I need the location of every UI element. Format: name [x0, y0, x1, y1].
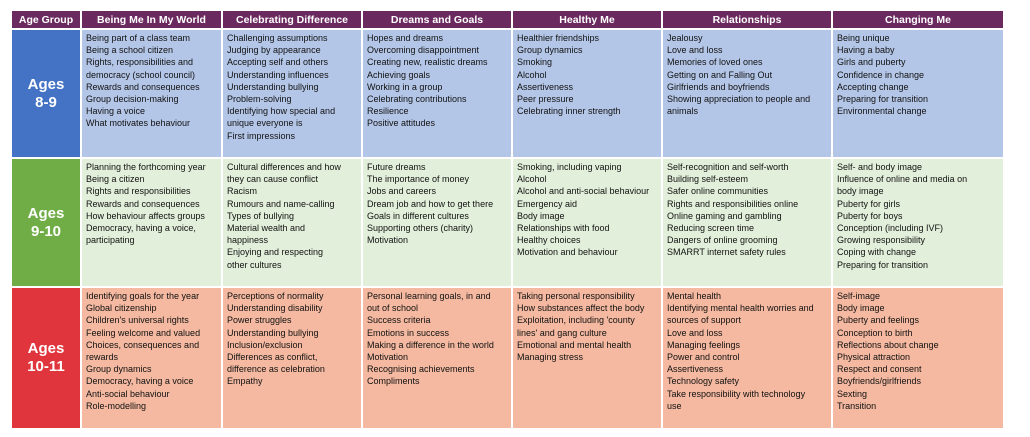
- list-item: Preparing for transition: [837, 94, 929, 105]
- list-item: Growing responsibility: [837, 235, 926, 246]
- list-item: Accepting self and others: [227, 57, 329, 68]
- list-item: Influence of online and media on: [837, 174, 968, 185]
- list-item: Puberty and feelings: [837, 315, 920, 326]
- list-item: Jealousy: [667, 33, 703, 43]
- list-item: Body image: [837, 303, 885, 314]
- list-item: Challenging assumptions: [227, 33, 328, 43]
- list-item: Mental health: [667, 291, 722, 301]
- list-item: participating: [86, 235, 135, 246]
- list-item: Coping with change: [837, 247, 917, 258]
- list-item: Boyfriends/girlfriends: [837, 376, 922, 387]
- cell-8-9-healthy-me: [513, 30, 661, 159]
- list-item: Rewards and consequences: [86, 198, 200, 209]
- list-item: Puberty for girls: [837, 198, 901, 209]
- list-item: Working in a group: [367, 81, 443, 92]
- list-item: Identifying how special and: [227, 106, 336, 117]
- list-item: Being a citizen: [86, 174, 145, 185]
- list-item: Power and control: [667, 352, 740, 363]
- cell-8-9-relationships: [663, 30, 831, 159]
- list-item: Motivation and behaviour: [517, 247, 618, 258]
- list-item: Sexting: [837, 388, 868, 399]
- list-item: Role-modelling: [86, 400, 147, 411]
- list-item: Supporting others (charity): [367, 223, 474, 234]
- list-item: Confidence in change: [837, 69, 925, 80]
- list-item: Racism: [227, 186, 258, 197]
- list-item: Anti-social behaviour: [86, 388, 170, 399]
- list-item: use: [667, 400, 682, 411]
- list-item: Differences as conflict,: [227, 352, 318, 363]
- row-ages-8-9: [12, 30, 1003, 159]
- list-item: Achieving goals: [367, 69, 431, 80]
- cell-8-9-celebrating-difference: [223, 30, 361, 159]
- list-item: Understanding bullying: [227, 81, 319, 92]
- list-item: Smoking: [517, 57, 553, 68]
- list-item: Personal learning goals, in and: [367, 291, 491, 301]
- list-item: Getting on and Falling Out: [667, 69, 773, 80]
- list-item: rewards: [86, 352, 119, 363]
- cell-9-10-dreams-goals: [363, 159, 511, 288]
- list-item: Take responsibility with technology: [667, 388, 806, 399]
- list-item: Power struggles: [227, 315, 292, 326]
- list-item: Rumours and name-calling: [227, 198, 335, 209]
- list-item: Alcohol and anti-social behaviour: [517, 186, 650, 197]
- list-item: Showing appreciation to people and: [667, 94, 811, 105]
- list-item: Reducing screen time: [667, 223, 755, 234]
- list-item: Understanding influences: [227, 69, 329, 80]
- list-item: Managing feelings: [667, 339, 741, 350]
- list-item: Group decision-making: [86, 94, 179, 105]
- list-item: Preparing for transition: [837, 259, 929, 270]
- list-item: Healthy choices: [517, 235, 581, 246]
- list-item: Motivation: [367, 235, 409, 246]
- list-item: Conception (including IVF): [837, 223, 944, 234]
- list-item: Choices, consequences and: [86, 339, 200, 350]
- list-item: Group dynamics: [517, 45, 583, 56]
- list-item: Being unique: [837, 33, 890, 43]
- list-item: Democracy, having a voice: [86, 376, 194, 387]
- age-label-9-10: Ages 9-10: [12, 159, 80, 288]
- header-relationships: Relationships: [663, 11, 831, 30]
- list-item: Love and loss: [667, 327, 723, 338]
- list-item: Motivation: [367, 352, 409, 363]
- list-item: The importance of money: [367, 174, 470, 185]
- list-item: Body image: [517, 210, 565, 221]
- list-item: other cultures: [227, 259, 282, 270]
- list-item: Safer online communities: [667, 186, 769, 197]
- header-being-me: Being Me In My World: [82, 11, 221, 30]
- list-item: Democracy, having a voice,: [86, 223, 196, 234]
- list-item: sources of support: [667, 315, 742, 326]
- row-ages-10-11: [12, 288, 1003, 430]
- list-item: Reflections about change: [837, 339, 939, 350]
- list-item: Empathy: [227, 376, 263, 387]
- list-item: Enjoying and respecting: [227, 247, 324, 258]
- list-item: Alcohol: [517, 174, 547, 185]
- list-item: difference as celebration: [227, 364, 325, 375]
- list-item: Relationships with food: [517, 223, 610, 234]
- header-celebrating-difference: Celebrating Difference: [223, 11, 361, 30]
- cell-8-9-being-me: [82, 30, 221, 159]
- cell-10-11-relationships: [663, 288, 831, 430]
- cell-9-10-changing-me: [833, 159, 1003, 288]
- list-item: Feeling welcome and valued: [86, 327, 201, 338]
- list-item: Assertiveness: [517, 81, 574, 92]
- list-item: SMARRT internet safety rules: [667, 247, 786, 258]
- list-item: Managing stress: [517, 352, 584, 363]
- list-item: Environmental change: [837, 106, 927, 117]
- age-label-8-9: Ages 8-9: [12, 30, 80, 159]
- list-item: Having a voice: [86, 106, 146, 117]
- list-item: Love and loss: [667, 45, 723, 56]
- list-item: Self-recognition and self-worth: [667, 162, 789, 172]
- list-item: Exploitation, including 'county: [517, 315, 635, 326]
- list-item: Smoking, including vaping: [517, 162, 622, 172]
- header-dreams-goals: Dreams and Goals: [363, 11, 511, 30]
- row-ages-9-10: [12, 159, 1003, 288]
- list-item: Self-image: [837, 291, 881, 301]
- header-healthy-me: Healthy Me: [513, 11, 661, 30]
- header-changing-me: Changing Me: [833, 11, 1003, 30]
- list-item: democracy (school council): [86, 69, 196, 80]
- list-item: Alcohol: [517, 69, 547, 80]
- list-item: Emotions in success: [367, 327, 450, 338]
- list-item: Being a school citizen: [86, 45, 174, 56]
- list-item: Global citizenship: [86, 303, 157, 314]
- list-item: body image: [837, 186, 884, 197]
- age-label-10-11: Ages 10-11: [12, 288, 80, 430]
- list-item: Creating new, realistic dreams: [367, 57, 488, 68]
- list-item: animals: [667, 106, 699, 117]
- list-item: Being part of a class team: [86, 33, 191, 43]
- list-item: Future dreams: [367, 162, 426, 172]
- list-item: How behaviour affects groups: [86, 210, 205, 221]
- list-item: Material wealth and: [227, 223, 306, 234]
- list-item: Self- and body image: [837, 162, 923, 172]
- cell-10-11-celebrating-difference: [223, 288, 361, 430]
- list-item: happiness: [227, 235, 269, 246]
- cell-9-10-celebrating-difference: [223, 159, 361, 288]
- list-item: Taking personal responsibility: [517, 291, 635, 301]
- list-item: lines' and gang culture: [517, 327, 607, 338]
- list-item: Rights and responsibilities online: [667, 198, 799, 209]
- list-item: Cultural differences and how: [227, 162, 341, 172]
- cell-8-9-changing-me: [833, 30, 1003, 159]
- list-item: Planning the forthcoming year: [86, 162, 206, 172]
- list-item: How substances affect the body: [517, 303, 645, 314]
- list-item: What motivates behaviour: [86, 118, 191, 129]
- list-item: Online gaming and gambling: [667, 210, 782, 221]
- list-item: Rewards and consequences: [86, 81, 200, 92]
- list-item: Girls and puberty: [837, 57, 906, 68]
- list-item: Having a baby: [837, 45, 895, 56]
- list-item: Hopes and dreams: [367, 33, 444, 43]
- cell-10-11-being-me: [82, 288, 221, 430]
- header-row: [12, 11, 1003, 30]
- header-age-group: Age Group: [12, 11, 80, 30]
- list-item: Peer pressure: [517, 94, 574, 105]
- list-item: Celebrating contributions: [367, 94, 467, 105]
- list-item: Success criteria: [367, 315, 431, 326]
- list-item: Girlfriends and boyfriends: [667, 81, 770, 92]
- list-item: Rights, responsibilities and: [86, 57, 194, 68]
- list-item: Understanding bullying: [227, 327, 319, 338]
- cell-10-11-dreams-goals: [363, 288, 511, 430]
- list-item: they can cause conflict: [227, 174, 319, 185]
- list-item: Dangers of online grooming: [667, 235, 778, 246]
- list-item: Dream job and how to get there: [367, 198, 494, 209]
- cell-8-9-dreams-goals: [363, 30, 511, 159]
- list-item: Resilience: [367, 106, 409, 117]
- list-item: Recognising achievements: [367, 364, 475, 375]
- list-item: Group dynamics: [86, 364, 152, 375]
- list-item: Identifying mental health worries and: [667, 303, 814, 314]
- cell-9-10-being-me: [82, 159, 221, 288]
- list-item: Overcoming disappointment: [367, 45, 480, 56]
- list-item: Jobs and careers: [367, 186, 437, 197]
- list-item: Understanding disability: [227, 303, 323, 314]
- list-item: out of school: [367, 303, 419, 314]
- list-item: Identifying goals for the year: [86, 291, 200, 301]
- list-item: Memories of loved ones: [667, 57, 763, 68]
- list-item: Emergency aid: [517, 198, 578, 209]
- list-item: Positive attitudes: [367, 118, 436, 129]
- list-item: Types of bullying: [227, 210, 295, 221]
- list-item: Rights and responsibilities: [86, 186, 191, 197]
- list-item: Compliments: [367, 376, 420, 387]
- list-item: Physical attraction: [837, 352, 911, 363]
- list-item: Goals in different cultures: [367, 210, 469, 221]
- list-item: Transition: [837, 400, 877, 411]
- list-item: Healthier friendships: [517, 33, 600, 43]
- list-item: Respect and consent: [837, 364, 922, 375]
- cell-9-10-relationships: [663, 159, 831, 288]
- list-item: Inclusion/exclusion: [227, 339, 303, 350]
- cell-10-11-healthy-me: [513, 288, 661, 430]
- list-item: Puberty for boys: [837, 210, 903, 221]
- list-item: Accepting change: [837, 81, 909, 92]
- list-item: Perceptions of normality: [227, 291, 324, 301]
- list-item: Building self-esteem: [667, 174, 749, 185]
- list-item: Making a difference in the world: [367, 339, 494, 350]
- list-item: Judging by appearance: [227, 45, 321, 56]
- list-item: Conception to birth: [837, 327, 913, 338]
- list-item: Technology safety: [667, 376, 740, 387]
- curriculum-table: [10, 11, 1005, 430]
- cell-9-10-healthy-me: [513, 159, 661, 288]
- list-item: Problem-solving: [227, 94, 292, 105]
- cell-10-11-changing-me: [833, 288, 1003, 430]
- list-item: Assertiveness: [667, 364, 724, 375]
- list-item: Children's universal rights: [86, 315, 189, 326]
- list-item: First impressions: [227, 130, 296, 141]
- list-item: Emotional and mental health: [517, 339, 632, 350]
- list-item: Celebrating inner strength: [517, 106, 621, 117]
- list-item: unique everyone is: [227, 118, 303, 129]
